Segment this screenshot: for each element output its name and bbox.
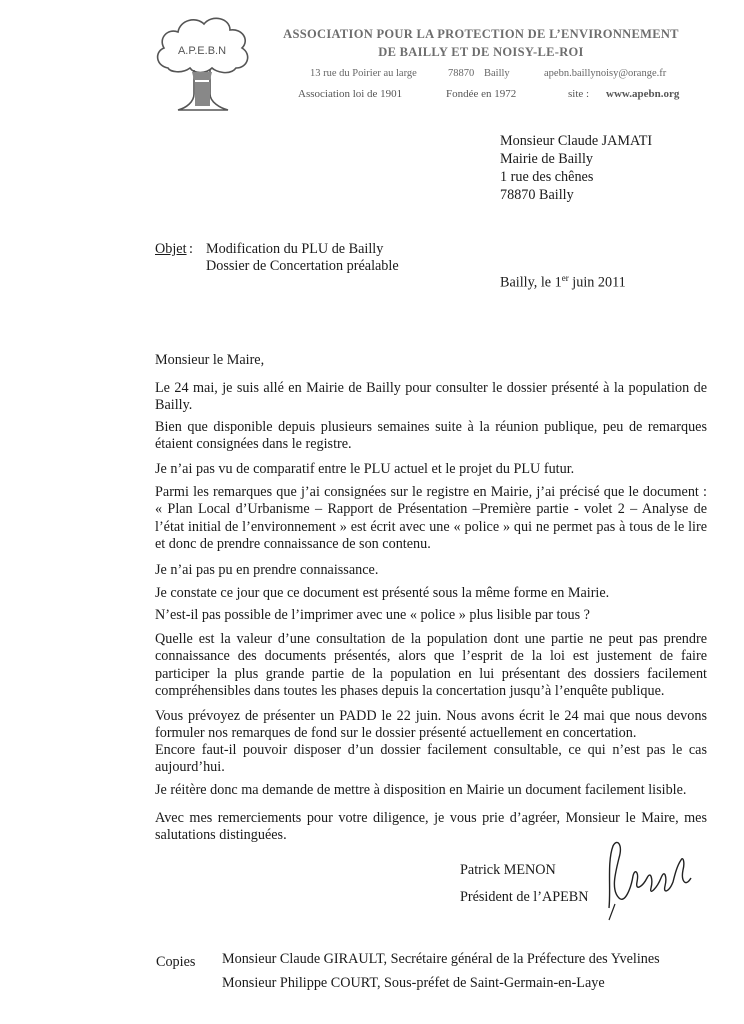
site-label: site : [568, 88, 590, 100]
letter-date [500, 273, 626, 292]
association-name-line2: DE BAILLY ET DE NOISY-LE-ROI [378, 45, 584, 59]
paragraph-12: Avec mes remerciements pour votre diligence, je vous prie d’agréer, Monsieur le Maire, mes salutations distinguées. [155, 810, 707, 844]
date-ordinal: er [561, 273, 569, 283]
association-address: 13 rue du Poirier au large [310, 68, 417, 79]
paragraph-1: Le 24 mai, je suis allé en Mairie de Bailly pour consulter le dossier présenté à la population de Bailly. [155, 380, 707, 414]
copy-recipient-2: Monsieur Philippe COURT, Sous-préfet de Saint-Germain-en-Laye [222, 975, 605, 991]
recipient-city: 78870 Bailly [500, 187, 574, 203]
signatory-role: Président de l’APEBN [460, 889, 589, 905]
recipient-name: Monsieur Claude JAMATI [500, 133, 653, 149]
paragraph-5: Je n’ai pas pu en prendre connaissance. [155, 562, 379, 578]
object-colon: : [189, 241, 193, 257]
handwritten-signature-icon [595, 838, 705, 923]
association-email[interactable]: apebn.baillynoisy@orange.fr [544, 68, 667, 79]
date-suffix: juin 2011 [568, 274, 626, 291]
recipient-street: 1 rue des chênes [500, 169, 594, 185]
object-line1: Modification du PLU de Bailly [206, 241, 384, 257]
date-prefix: Bailly, le 1 [500, 274, 562, 291]
association-city: Bailly [484, 68, 510, 79]
paragraph-11: Je réitère donc ma demande de mettre à disposition en Mairie un document facilement lisible. [155, 782, 687, 798]
paragraph-9: Vous prévoyez de présenter un PADD le 22 juin. Nous avons écrit le 24 mai que nous devons formuler nos remarques de fond sur le dossier présenté actuellement en concertation. [155, 708, 707, 742]
recipient-address [500, 132, 652, 204]
association-name-line1: ASSOCIATION POUR LA PROTECTION DE L’ENVIRONNEMENT [283, 27, 679, 41]
association-website[interactable]: www.apebn.org [606, 88, 680, 100]
recipient-org: Mairie de Bailly [500, 151, 593, 167]
paragraph-6: Je constate ce jour que ce document est présenté sous la même forme en Mairie. [155, 585, 610, 601]
logo-text: A.P.E.B.N [177, 45, 227, 57]
association-legal-status: Association loi de 1901 [298, 88, 403, 100]
object-label: Objet [155, 241, 187, 257]
copies-label: Copies [156, 954, 196, 970]
paragraph-7: N’est-il pas possible de l’imprimer avec une « police » plus lisible par tous ? [155, 607, 590, 623]
greeting: Monsieur le Maire, [155, 352, 265, 368]
object-line2: Dossier de Concertation préalable [206, 258, 399, 274]
association-founded: Fondée en 1972 [446, 88, 517, 100]
paragraph-2: Bien que disponible depuis plusieurs semaines suite à la réunion publique, peu de remarques étaient consignées dans le registre. [155, 419, 707, 453]
copy-recipient-1: Monsieur Claude GIRAULT, Secrétaire général de la Préfecture des Yvelines [222, 951, 660, 967]
signatory-name: Patrick MENON [460, 862, 556, 878]
paragraph-4: Parmi les remarques que j’ai consignées sur le registre en Mairie, j’ai précisé que le document : « Plan Local d’Urbanisme – Rapport de Présentation –Première partie - volet 2 – Analyse de l’état initial de l’environnement » est écrit avec une « police » qui ne permet pas à tous de le lire et donc de prendre connaissance de son contenu. [155, 484, 707, 553]
paragraph-8: Quelle est la valeur d’une consultation de la population dont une partie ne peut pas prendre connaissance des documents présentés, alors que l’esprit de la loi est justement de faire participer la plus grande partie de la population en lui présentant des dossiers facilement compréhensibles dans toutes les phases depuis la concertation jusqu’à l’enquête publique. [155, 631, 707, 700]
paragraph-3: Je n’ai pas vu de comparatif entre le PLU actuel et le projet du PLU futur. [155, 461, 575, 477]
association-postcode: 78870 [448, 68, 475, 79]
paragraph-10: Encore faut-il pouvoir disposer d’un dossier facilement consultable, ce qui n’est pas le cas aujourd’hui. [155, 742, 707, 776]
tree-logo-icon [150, 10, 255, 120]
